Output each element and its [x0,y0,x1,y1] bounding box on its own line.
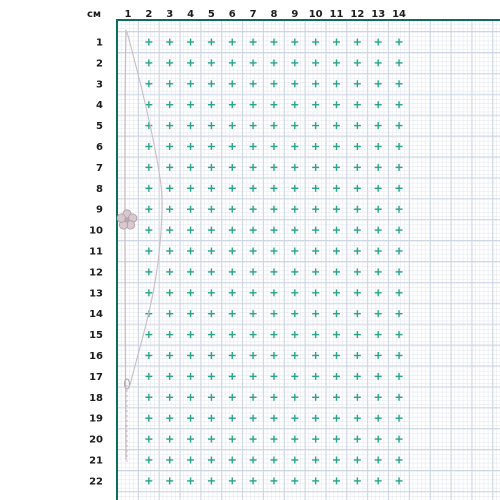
row-label: 20 [89,434,103,446]
column-label: 13 [371,9,386,20]
column-label: 9 [291,9,299,20]
row-label: 18 [89,392,103,404]
column-label: 11 [329,9,344,20]
row-label: 7 [96,162,103,174]
row-label: 13 [89,288,103,300]
unit-label: см [86,9,102,20]
row-label: 12 [89,267,103,279]
column-label: 7 [249,9,257,20]
row-label: 9 [96,204,103,216]
column-label: 14 [392,9,407,20]
row-label: 4 [96,100,103,112]
column-label: 1 [124,9,132,20]
pendant-petal [117,214,125,222]
column-label: 10 [308,9,323,20]
row-labels [89,38,103,488]
column-label: 2 [145,9,153,20]
row-label: 10 [89,225,103,237]
chain-strand-right [127,32,162,385]
column-labels [125,9,407,20]
row-label: 6 [96,142,103,153]
row-label: 19 [89,413,103,425]
row-label: 16 [89,351,103,362]
row-label: 1 [96,37,103,49]
row-label: 14 [89,309,103,321]
row-label: 11 [89,246,103,258]
column-label: 4 [187,9,195,20]
row-label: 22 [89,476,103,488]
row-label: 21 [89,455,103,467]
column-label: 12 [350,9,365,20]
row-label: 17 [89,371,103,383]
row-label: 2 [96,58,103,70]
column-label: 3 [166,9,174,20]
row-label: 3 [96,79,103,91]
pendant-center-stone [124,217,130,223]
chain-strand-left [125,30,126,460]
row-label: 5 [96,121,103,133]
fine-grid [117,20,500,500]
row-label: 15 [89,330,103,342]
row-label: 8 [96,183,103,195]
column-label: 6 [228,9,236,20]
column-label: 5 [207,9,215,20]
column-label: 8 [270,9,278,20]
